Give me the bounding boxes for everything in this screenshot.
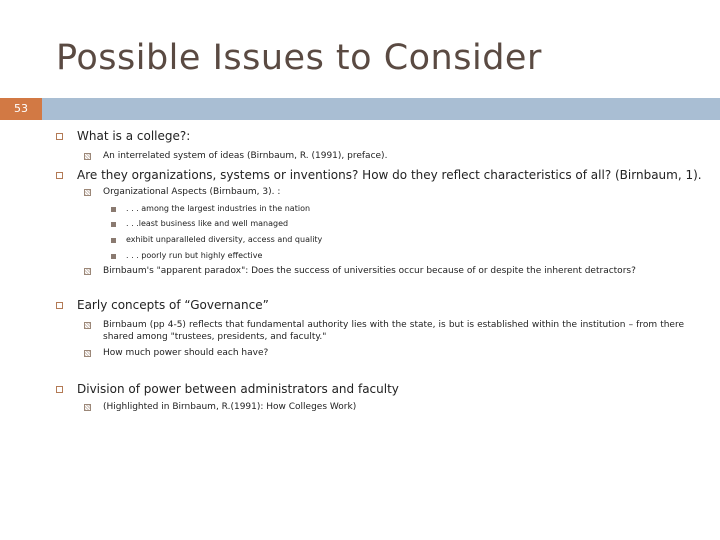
sub-bullet-item: Birnbaum (pp 4-5) reflects that fundamental authority lies with the state, is but is established within the institution – from there shared among "trustees, presidents, and faculty." [84, 319, 684, 343]
sub-bullet-item: An interrelated system of ideas (Birnbaum, R. (1991), preface). [84, 150, 387, 162]
sub-bullet-item: (Highlighted in Birnbaum, R.(1991): How Colleges Work) [84, 401, 356, 413]
bullet-icon [84, 404, 91, 411]
bullet-icon [84, 153, 91, 160]
bullet-item-organizations: Are they organizations, systems or inventions? How do they reflect characteristics of all? (Birnbaum, 1). [56, 168, 702, 182]
bullet-item-what-is-college: What is a college?: [56, 129, 190, 143]
sub-bullet-item: How much power should each have? [84, 347, 268, 359]
bullet-icon [111, 254, 116, 259]
bullet-icon [111, 238, 116, 243]
bullet-icon [84, 189, 91, 196]
sub-bullet-item: Organizational Aspects (Birnbaum, 3). : [84, 186, 280, 198]
bullet-icon [84, 268, 91, 275]
bullet-item-division-of-power: Division of power between administrators and faculty [56, 382, 399, 396]
bullet-icon [111, 222, 116, 227]
bullet-icon [84, 350, 91, 357]
bullet-icon [111, 207, 116, 212]
bullet-icon [56, 302, 63, 309]
third-level-bullet: . . . among the largest industries in the nation [111, 204, 310, 213]
third-level-bullet: . . .least business like and well managed [111, 219, 288, 228]
bullet-icon [84, 322, 91, 329]
bullet-icon [56, 133, 63, 140]
sub-bullet-item: Birnbaum's "apparent paradox": Does the success of universities occur because of or despite the inherent detractors? [84, 265, 636, 277]
bullet-item-governance: Early concepts of “Governance” [56, 298, 269, 312]
bullet-icon [56, 172, 63, 179]
slide-title: Possible Issues to Consider [56, 38, 542, 78]
third-level-bullet: . . . poorly run but highly effective [111, 251, 262, 260]
third-level-bullet: exhibit unparalleled diversity, access and quality [111, 235, 322, 244]
bullet-icon [56, 386, 63, 393]
slide-number: 53 [0, 98, 42, 120]
